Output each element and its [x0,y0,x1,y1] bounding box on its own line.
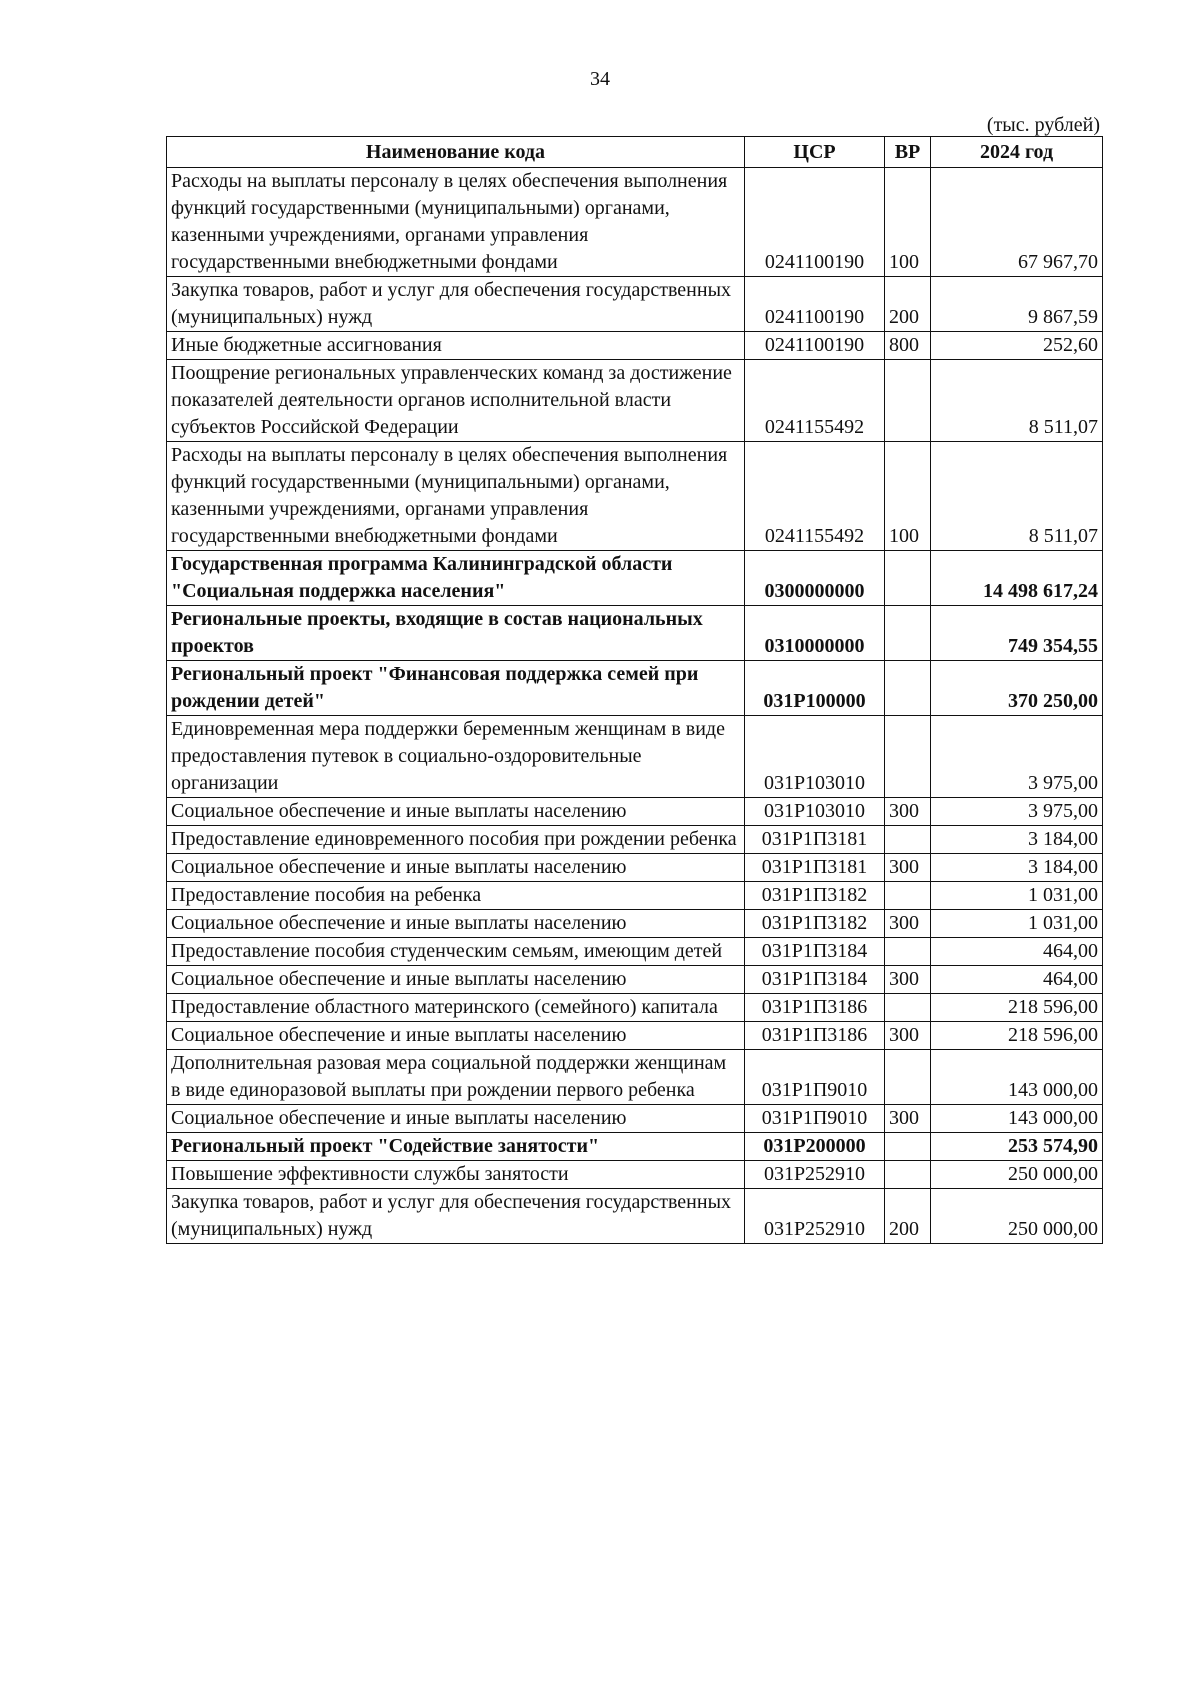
table-row [167,1133,1103,1161]
row-csr-cell: 031P103010 [745,716,885,798]
table-row [167,798,1103,826]
row-csr-cell: 031P1П3184 [745,938,885,966]
row-name-cell: Расходы на выплаты персоналу в целях обеспечения выполнения функций государственными (муниципальными) органами, казенными учреждениями, органами управления государственными внебюджетными фондами [167,168,745,277]
row-amount-cell: 3 975,00 [931,798,1103,826]
row-vr-cell: 100 [885,442,931,551]
row-csr-cell: 0241155492 [745,442,885,551]
row-amount-cell: 252,60 [931,332,1103,360]
row-csr-cell: 031P100000 [745,661,885,716]
row-vr-cell [885,1133,931,1161]
row-csr-cell: 031P252910 [745,1161,885,1189]
row-vr-cell: 300 [885,798,931,826]
row-csr-cell: 031P103010 [745,798,885,826]
row-csr-cell: 031P1П3182 [745,882,885,910]
row-amount-cell: 143 000,00 [931,1050,1103,1105]
row-vr-cell [885,938,931,966]
table-row [167,442,1103,551]
row-amount-cell: 3 184,00 [931,854,1103,882]
table-row [167,1189,1103,1244]
row-csr-cell: 031P1П3184 [745,966,885,994]
table-row [167,1022,1103,1050]
row-amount-cell: 218 596,00 [931,1022,1103,1050]
row-vr-cell [885,360,931,442]
row-amount-cell: 3 975,00 [931,716,1103,798]
row-name-cell: Иные бюджетные ассигнования [167,332,745,360]
table-row [167,826,1103,854]
row-name-cell: Предоставление областного материнского (семейного) капитала [167,994,745,1022]
row-vr-cell: 300 [885,910,931,938]
row-amount-cell: 143 000,00 [931,1105,1103,1133]
row-name-cell: Повышение эффективности службы занятости [167,1161,745,1189]
row-name-cell: Предоставление пособия на ребенка [167,882,745,910]
table-row [167,1105,1103,1133]
row-csr-cell: 031P1П9010 [745,1105,885,1133]
row-amount-cell: 218 596,00 [931,994,1103,1022]
row-vr-cell: 300 [885,854,931,882]
table-row [167,1161,1103,1189]
row-name-cell: Социальное обеспечение и иные выплаты населению [167,966,745,994]
row-csr-cell: 031P200000 [745,1133,885,1161]
row-vr-cell [885,551,931,606]
row-amount-cell: 8 511,07 [931,442,1103,551]
row-name-cell: Поощрение региональных управленческих команд за достижение показателей деятельности органов исполнительной власти субъектов Российской Федерации [167,360,745,442]
table-row [167,910,1103,938]
table-row [167,606,1103,661]
row-csr-cell: 031P1П3186 [745,1022,885,1050]
row-vr-cell [885,994,931,1022]
row-vr-cell [885,1161,931,1189]
units-label: (тыс. рублей) [986,114,1100,136]
table-row [167,168,1103,277]
row-vr-cell: 800 [885,332,931,360]
row-name-cell: Расходы на выплаты персоналу в целях обеспечения выполнения функций государственными (муниципальными) органами, казенными учреждениями, органами управления государственными внебюджетными фондами [167,442,745,551]
table-row [167,966,1103,994]
budget-table [166,136,1103,1244]
row-name-cell: Региональный проект "Финансовая поддержка семей при рождении детей" [167,661,745,716]
row-amount-cell: 1 031,00 [931,910,1103,938]
row-amount-cell: 9 867,59 [931,277,1103,332]
row-name-cell: Дополнительная разовая мера социальной поддержки женщинам в виде единоразовой выплаты при рождении первого ребенка [167,1050,745,1105]
row-vr-cell [885,606,931,661]
row-vr-cell [885,1050,931,1105]
table-row [167,854,1103,882]
row-name-cell: Социальное обеспечение и иные выплаты населению [167,1022,745,1050]
row-vr-cell [885,716,931,798]
row-name-cell: Предоставление пособия студенческим семьям, имеющим детей [167,938,745,966]
row-csr-cell: 031P252910 [745,1189,885,1244]
row-csr-cell: 0241100190 [745,332,885,360]
page-number: 34 [590,68,610,90]
table-row [167,661,1103,716]
row-amount-cell: 250 000,00 [931,1161,1103,1189]
row-csr-cell: 031P1П9010 [745,1050,885,1105]
table-row [167,938,1103,966]
row-name-cell: Государственная программа Калининградской области "Социальная поддержка населения" [167,551,745,606]
row-name-cell: Закупка товаров, работ и услуг для обеспечения государственных (муниципальных) нужд [167,277,745,332]
row-name-cell: Социальное обеспечение и иные выплаты населению [167,854,745,882]
row-name-cell: Социальное обеспечение и иные выплаты населению [167,1105,745,1133]
row-vr-cell: 300 [885,1105,931,1133]
row-csr-cell: 031P1П3182 [745,910,885,938]
row-amount-cell: 370 250,00 [931,661,1103,716]
row-csr-cell: 0310000000 [745,606,885,661]
row-vr-cell: 300 [885,1022,931,1050]
row-amount-cell: 464,00 [931,966,1103,994]
row-csr-cell: 0241100190 [745,277,885,332]
table-body [167,168,1103,1244]
row-vr-cell: 100 [885,168,931,277]
row-csr-cell: 031P1П3186 [745,994,885,1022]
header-name: Наименование кода [167,137,745,168]
row-amount-cell: 1 031,00 [931,882,1103,910]
row-csr-cell: 0300000000 [745,551,885,606]
row-vr-cell [885,882,931,910]
table-header-row [167,137,1103,168]
table-row [167,332,1103,360]
row-amount-cell: 464,00 [931,938,1103,966]
row-name-cell: Единовременная мера поддержки беременным женщинам в виде предоставления путевок в социально-оздоровительные организации [167,716,745,798]
row-vr-cell [885,826,931,854]
row-csr-cell: 031P1П3181 [745,826,885,854]
row-vr-cell: 300 [885,966,931,994]
header-csr: ЦСР [745,137,885,168]
table-row [167,360,1103,442]
row-amount-cell: 67 967,70 [931,168,1103,277]
row-amount-cell: 8 511,07 [931,360,1103,442]
table-row [167,994,1103,1022]
row-amount-cell: 253 574,90 [931,1133,1103,1161]
header-vr: ВР [885,137,931,168]
header-amount: 2024 год [931,137,1103,168]
row-csr-cell: 0241100190 [745,168,885,277]
row-name-cell: Региональный проект "Содействие занятости" [167,1133,745,1161]
table-row [167,551,1103,606]
row-name-cell: Закупка товаров, работ и услуг для обеспечения государственных (муниципальных) нужд [167,1189,745,1244]
row-vr-cell: 200 [885,1189,931,1244]
table-row [167,1050,1103,1105]
row-name-cell: Региональные проекты, входящие в состав национальных проектов [167,606,745,661]
table-row [167,716,1103,798]
row-vr-cell: 200 [885,277,931,332]
row-name-cell: Социальное обеспечение и иные выплаты населению [167,910,745,938]
row-csr-cell: 031P1П3181 [745,854,885,882]
row-name-cell: Социальное обеспечение и иные выплаты населению [167,798,745,826]
row-amount-cell: 250 000,00 [931,1189,1103,1244]
row-amount-cell: 14 498 617,24 [931,551,1103,606]
row-amount-cell: 3 184,00 [931,826,1103,854]
row-vr-cell [885,661,931,716]
table-row [167,277,1103,332]
row-amount-cell: 749 354,55 [931,606,1103,661]
table-row [167,882,1103,910]
row-csr-cell: 0241155492 [745,360,885,442]
row-name-cell: Предоставление единовременного пособия при рождении ребенка [167,826,745,854]
